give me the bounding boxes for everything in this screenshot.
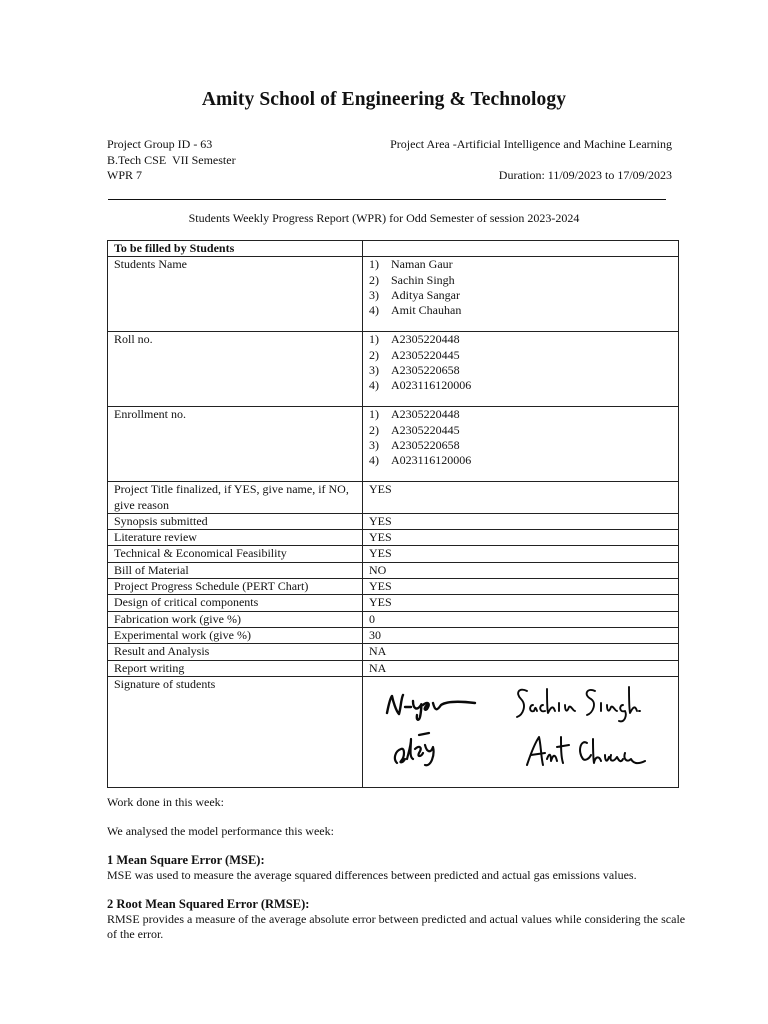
list-item-text: A2305220658 — [391, 437, 460, 452]
meta-right — [390, 137, 672, 184]
status-value: NA — [363, 644, 679, 660]
students-row — [108, 257, 679, 332]
status-row — [108, 546, 679, 562]
status-value: NO — [363, 562, 679, 578]
project-group-id: Project Group ID - 63 — [107, 137, 213, 151]
status-row — [108, 660, 679, 676]
table-heading: To be filled by Students — [108, 241, 363, 257]
roll-row — [108, 332, 679, 407]
status-label: Result and Analysis — [108, 644, 363, 660]
status-value: YES — [363, 579, 679, 595]
signature-area — [363, 677, 678, 787]
status-value: 0 — [363, 611, 679, 627]
status-rows — [108, 482, 679, 677]
signature-cell — [363, 676, 679, 787]
roll-list-cell — [363, 332, 679, 407]
status-row — [108, 611, 679, 627]
status-row — [108, 482, 679, 514]
signature-sachin — [513, 681, 643, 727]
list-item-number: 3) — [369, 362, 379, 377]
table-heading-value — [363, 241, 679, 257]
status-label: Project Title finalized, if YES, give name, if NO, give reason — [108, 482, 363, 514]
students-list-cell — [363, 257, 679, 332]
rmse-heading: 2 Root Mean Squared Error (RMSE): — [107, 897, 310, 911]
duration: Duration: 11/09/2023 to 17/09/2023 — [498, 168, 672, 182]
list-item-text: Sachin Singh — [391, 272, 455, 287]
list-item-number: 2) — [369, 347, 379, 362]
roll-label: Roll no. — [108, 332, 363, 407]
status-label: Literature review — [108, 530, 363, 546]
enrollment-list-cell — [363, 407, 679, 482]
enrollment-list — [369, 407, 672, 468]
work-summary: We analysed the model performance this week: — [107, 824, 334, 838]
status-row — [108, 513, 679, 529]
program: B.Tech CSE VII Semester — [107, 152, 236, 167]
status-label: Experimental work (give %) — [108, 627, 363, 643]
list-item-text: Amit Chauhan — [391, 303, 462, 318]
list-item-number: 4) — [369, 453, 379, 468]
signature-naman — [383, 687, 483, 727]
status-value: YES — [363, 530, 679, 546]
status-row — [108, 530, 679, 546]
list-item — [369, 332, 672, 347]
work-intro: Work done in this week: — [107, 795, 225, 809]
enrollment-row — [108, 407, 679, 482]
signature-amit — [523, 731, 653, 771]
list-item — [369, 407, 672, 422]
list-item — [369, 423, 672, 438]
roll-list — [369, 332, 672, 393]
status-row — [108, 644, 679, 660]
list-item-text: A2305220658 — [391, 362, 460, 377]
status-label: Technical & Economical Feasibility — [108, 546, 363, 562]
status-value: YES — [363, 595, 679, 611]
institution-title: Amity School of Engineering & Technology — [201, 89, 567, 110]
status-value: YES — [363, 482, 679, 514]
list-item — [369, 303, 672, 318]
list-item-number: 1) — [369, 332, 379, 347]
list-item-text: A2305220445 — [391, 422, 460, 437]
status-value: NA — [363, 660, 679, 676]
list-item — [369, 453, 672, 468]
report-number: WPR 7 — [107, 168, 143, 182]
list-item-text: Naman Gaur — [391, 257, 453, 272]
status-row — [108, 627, 679, 643]
status-value: 30 — [363, 627, 679, 643]
list-item — [369, 273, 672, 288]
status-label: Design of critical components — [108, 595, 363, 611]
table-header-row — [108, 241, 679, 257]
signature-aditya — [389, 725, 449, 771]
list-item-number: 3) — [369, 437, 379, 452]
list-item-number: 1) — [369, 257, 379, 272]
project-area: Project Area -Artificial Intelligence and Machine Learning — [390, 137, 672, 151]
list-item-number: 4) — [369, 303, 379, 318]
status-label: Fabrication work (give %) — [108, 611, 363, 627]
list-item-text: A2305220448 — [391, 332, 460, 347]
list-item-number: 4) — [369, 378, 379, 393]
status-row — [108, 562, 679, 578]
list-item — [369, 438, 672, 453]
list-item-number: 2) — [369, 422, 379, 437]
students-label: Students Name — [108, 257, 363, 332]
list-item-number: 1) — [369, 407, 379, 422]
signature-row — [108, 676, 679, 787]
meta-left — [107, 137, 236, 184]
list-item — [369, 288, 672, 303]
progress-table — [107, 240, 679, 788]
status-label: Synopsis submitted — [108, 513, 363, 529]
status-row — [108, 595, 679, 611]
report-title: Students Weekly Progress Report (WPR) for Odd Semester of session 2023-2024 — [188, 211, 580, 225]
list-item-number: 3) — [369, 287, 379, 302]
rmse-text: RMSE provides a measure of the average absolute error between predicted and actual values while considering the scale of the error. — [107, 912, 686, 941]
list-item — [369, 378, 672, 393]
students-list — [369, 257, 672, 318]
signature-label: Signature of students — [108, 676, 363, 787]
status-label: Report writing — [108, 660, 363, 676]
list-item — [369, 363, 672, 378]
list-item-text: Aditya Sangar — [391, 287, 460, 302]
status-label: Project Progress Schedule (PERT Chart) — [108, 579, 363, 595]
list-item-text: A2305220448 — [391, 407, 460, 422]
list-item — [369, 257, 672, 272]
header-divider — [108, 199, 666, 200]
mse-text: MSE was used to measure the average squared differences between predicted and actual gas emissions values. — [107, 868, 637, 882]
mse-heading: 1 Mean Square Error (MSE): — [107, 853, 265, 867]
status-row — [108, 579, 679, 595]
list-item — [369, 348, 672, 363]
status-label: Bill of Material — [108, 562, 363, 578]
list-item-text: A023116120006 — [391, 453, 472, 468]
list-item-text: A023116120006 — [391, 378, 472, 393]
status-value: YES — [363, 546, 679, 562]
status-value: YES — [363, 513, 679, 529]
list-item-number: 2) — [369, 272, 379, 287]
enrollment-label: Enrollment no. — [108, 407, 363, 482]
list-item-text: A2305220445 — [391, 347, 460, 362]
